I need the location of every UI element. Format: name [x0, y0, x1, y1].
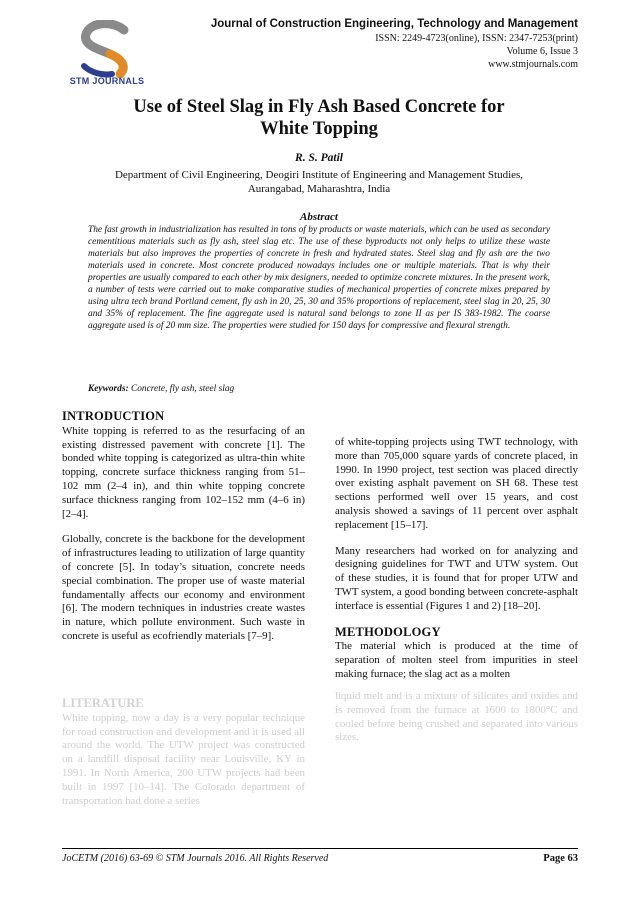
literature-paragraph-continued: of white-topping projects using TWT technology, with more than 705,000 square yards of concrete placed, in 1990. In 1990 project, test section was placed directly over existing asphalt pavement on SH 68. These test sections performed well over 15 years, and cost analysis showed a savings of 11 percent over asphalt replacement [15–17]. [335, 436, 578, 531]
left-column [62, 410, 305, 656]
footer-citation: JoCETM (2016) 63-69 © STM Journals 2016. All Rights Reserved [62, 853, 329, 864]
paper-title [80, 96, 558, 140]
methodology-paragraph: The material which is produced at the time of separation of molten steel from impurities in steel making furnace; the slag act as a molten [335, 640, 578, 680]
methodology-paragraph-faded: liquid melt and is a mixture of silicates and oxides and is removed from the furnace at 1600 to 1800°C and cooled before being crushed and separated into various sizes. [335, 690, 578, 744]
methodology-heading: METHODOLOGY [335, 624, 441, 639]
title-line-2: White Topping [260, 119, 378, 139]
right-column [335, 436, 578, 682]
logo-text: STM JOURNALS [69, 76, 145, 86]
author: R. S. Patil [295, 152, 343, 164]
affiliation-line-2: Aurangabad, Maharashtra, India [247, 183, 391, 195]
abstract-heading: Abstract [300, 211, 338, 223]
affiliation [70, 168, 568, 196]
keywords-list: Concrete, fly ash, steel slag [130, 384, 235, 394]
literature-section-faded [62, 697, 305, 808]
keywords-label: Keywords: [88, 384, 129, 394]
literature-paragraph: White topping, now a day is a very popular technique for road construction and development and it is used all around the world. The UTW project was constructed on a landfill disposal facility near Louisville, KY in 1991. In North America, 200 UTW projects had been built in 1997 [10–14]. The Colorado department of transportation had done a series [62, 711, 305, 807]
volume-issue: Volume 6, Issue 3 [506, 46, 578, 57]
literature-paragraph-2: Many researchers had worked on for analyzing and designing guidelines for TWT and UTW system. Out of these studies, it is found that for proper UTW and TWT system, a good bonding between concrete-asphalt interface is essential (Figures 1 and 2) [18–20]. [335, 544, 578, 612]
title-line-1: Use of Steel Slag in Fly Ash Based Concrete for [133, 97, 505, 117]
page-number: Page 63 [543, 853, 578, 864]
issn: ISSN: 2249-4723(online), ISSN: 2347-7253(print) [375, 33, 578, 44]
introduction-paragraph-1: White topping is referred to as the resurfacing of an existing distressed pavement with concrete [1]. The bonded white topping is categorized as ultra-thin white topping, concrete surface thickness ranging from 51–102 mm (2–4 in), and thin white topping concrete surface thickness ranging from 102–152 mm (4–6 in) [2–4]. [62, 424, 305, 520]
literature-heading: LITERATURE [62, 696, 144, 710]
journal-header [211, 17, 578, 71]
introduction-heading: INTRODUCTION [62, 409, 165, 423]
journal-website[interactable]: www.stmjournals.com [488, 59, 578, 70]
abstract-text: The fast growth in industrialization has resulted in tons of by products or waste materials, which can be used as secondary cementitious materials such as fly ash, steel slag etc. The use of these byproducts not only helps to utilize these waste materials but also improves the properties of concrete in fresh and hydrated states. Steel slag and fly ash are the two materials used in concrete. Most concrete produced nowadays includes one or multiple materials. That is why their properties are usually compared to each other by mix designers, needed to optimize concrete mixtures. In the present work, a number of tests were carried out to make comparative studies of mechanical properties of concrete mixes prepared by using ultra tech brand Portland cement, fly ash in 20, 25, 30 and 35% proportions of replacement, steel slag in 20, 25, 30 and 35% of replacement. The fine aggregate used is natural sand belongs to zone II as per IS 383-1982. The coarse aggregate used is of 20 mm size. The properties were studied for 150 days for compressive and flexural strength. [88, 225, 550, 331]
footer-divider [62, 848, 578, 849]
affiliation-line-1: Department of Civil Engineering, Deogiri Institute of Engineering and Management Studies, [114, 169, 524, 181]
journal-name: Journal of Construction Engineering, Technology and Management [210, 18, 578, 30]
introduction-paragraph-2: Globally, concrete is the backbone for the development of infrastructures leading to utilization of large quantity of concrete [5]. In today’s situation, concrete needs special combination. The proper use of waste material fundamentally affects our economy and environment [6]. The modern techniques in industries create wastes in nature, which pollute environment. Such waste in concrete is useful as ecofriendly materials [7–9]. [62, 533, 305, 642]
keywords [88, 384, 234, 394]
